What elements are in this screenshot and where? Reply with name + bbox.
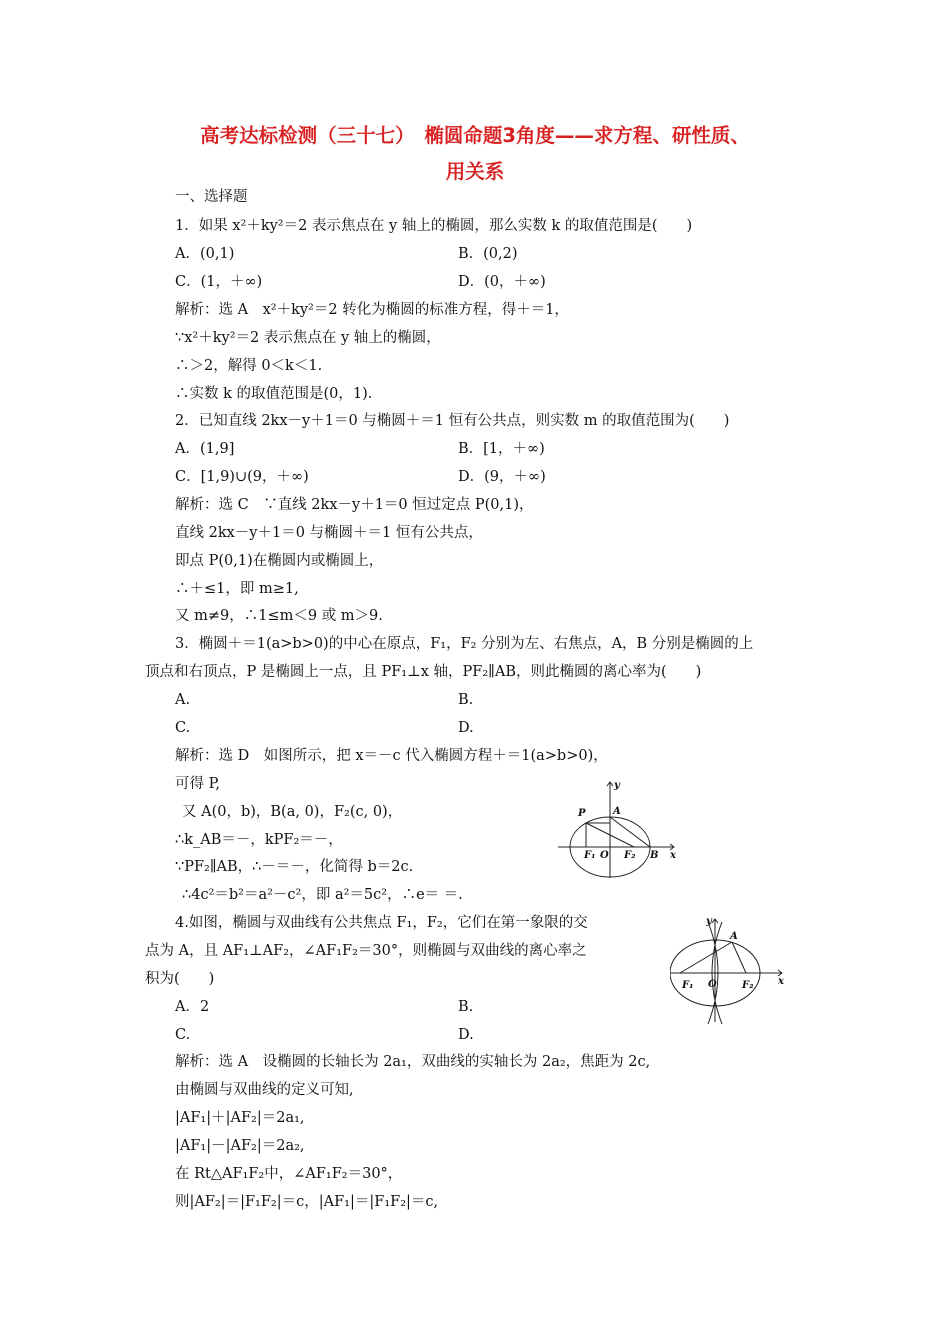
question-2: 2．已知直线 2kx－y＋1＝0 与椭圆＋＝1 恒有公共点，则实数 m 的取值范围为( ) <box>175 413 730 429</box>
q3-option-c: C. <box>175 720 191 736</box>
fig2-label-f1: F₁ <box>682 980 694 991</box>
q4-option-a: A．2 <box>175 999 210 1015</box>
fig2-label-f2: F₂ <box>742 980 754 991</box>
fig1-label-p: P <box>578 808 586 819</box>
q2-solution-line: 解析：选 C ∵直线 2kx－y＋1＝0 恒过定点 P(0,1)， <box>175 497 534 513</box>
q4-solution-line: |AF₁|＋|AF₂|＝2a₁, <box>175 1110 305 1126</box>
q1-solution-line: 解析：选 A x²＋ky²＝2 转化为椭圆的标准方程，得＋＝1， <box>175 302 569 318</box>
fig2-label-a: A <box>730 931 738 942</box>
ellipse-hyperbola-figure <box>670 914 790 1026</box>
question-4-line-2: 点为 A，且 AF₁⊥AF₂，∠AF₁F₂＝30°，则椭圆与双曲线的离心率之 <box>145 943 587 959</box>
q2-option-a: A．(1,9] <box>175 441 235 457</box>
q2-solution-line: 直线 2kx－y＋1＝0 与椭圆＋＝1 恒有公共点， <box>175 525 483 541</box>
q1-option-d: D．(0，＋∞) <box>458 274 546 290</box>
q2-option-b: B．[1，＋∞) <box>458 441 545 457</box>
section-heading: 一、选择题 <box>175 189 248 205</box>
q1-solution-line: ∴实数 k 的取值范围是(0，1). <box>175 386 373 402</box>
segment-ab <box>610 817 650 847</box>
fig2-label-o: O <box>708 979 717 990</box>
q2-option-d: D．(9，＋∞) <box>458 469 546 485</box>
fig1-label-b: B <box>650 850 659 861</box>
fig1-label-f2: F₂ <box>624 850 636 861</box>
q3-solution-line: ∴k_AB＝－，kPF₂＝－， <box>175 832 343 848</box>
q2-option-c: C．[1,9)∪(9，＋∞) <box>175 469 309 485</box>
q4-option-c: C. <box>175 1027 191 1043</box>
q3-solution-line: ∵PF₂∥AB，∴－＝－，化简得 b＝2c. <box>175 859 414 875</box>
q3-option-d: D. <box>458 720 474 736</box>
fig1-label-f1: F₁ <box>584 850 596 861</box>
q4-solution-line: 由椭圆与双曲线的定义可知, <box>175 1082 354 1098</box>
q3-solution-line: 又 A(0，b)，B(a, 0)，F₂(c, 0)， <box>182 804 403 820</box>
q2-solution-line: 即点 P(0,1)在椭圆内或椭圆上， <box>175 553 384 569</box>
q3-option-b: B. <box>458 692 474 708</box>
page-title-line-1: 高考达标检测（三十七） 椭圆命题3角度——求方程、研性质、 <box>200 124 750 147</box>
fig1-label-x: x <box>670 850 676 861</box>
fig2-label-x: x <box>778 976 784 987</box>
question-1: 1．如果 x²＋ky²＝2 表示焦点在 y 轴上的椭圆，那么实数 k 的取值范围是( ) <box>175 218 693 234</box>
fig1-label-a: A <box>613 806 621 817</box>
q1-option-b: B．(0,2) <box>458 246 518 262</box>
q4-solution-line: |AF₁|－|AF₂|＝2a₂, <box>175 1138 305 1154</box>
q3-solution-line: ∴4c²＝b²＝a²－c²，即 a²＝5c²，∴e＝ ＝. <box>182 887 463 903</box>
fig1-label-o: O <box>600 850 609 861</box>
ellipse-figure-1 <box>558 778 688 882</box>
q3-solution-line: 可得 P, <box>175 776 221 792</box>
question-4-line-3: 积为( ) <box>145 971 215 987</box>
q2-solution-line: 又 m≠9，∴1≤m＜9 或 m＞9. <box>175 608 383 624</box>
q3-solution-line: 解析：选 D 如图所示，把 x＝－c 代入椭圆方程＋＝1(a>b>0)， <box>175 748 608 764</box>
page-title-line-2: 用关系 <box>445 160 505 183</box>
q3-option-a: A. <box>175 692 191 708</box>
q1-solution-line: ∴＞2，解得 0＜k＜1. <box>175 358 323 374</box>
question-3-line-1: 3．椭圆＋＝1(a>b>0)的中心在原点，F₁，F₂ 分别为左、右焦点，A，B 分别是椭圆的上 <box>175 636 754 652</box>
fig1-label-y: y <box>614 780 620 791</box>
fig2-label-y: y <box>706 916 712 927</box>
q4-solution-line: 则|AF₂|＝|F₁F₂|＝c，|AF₁|＝|F₁F₂|＝c, <box>175 1194 439 1210</box>
q4-solution-line: 解析：选 A 设椭圆的长轴长为 2a₁，双曲线的实轴长为 2a₂，焦距为 2c, <box>175 1054 651 1070</box>
q4-option-d: D. <box>458 1027 474 1043</box>
q1-option-c: C．(1，＋∞) <box>175 274 263 290</box>
question-4-line-1: 4.如图，椭圆与双曲线有公共焦点 F₁，F₂，它们在第一象限的交 <box>175 915 588 931</box>
q1-solution-line: ∵x²＋ky²＝2 表示焦点在 y 轴上的椭圆， <box>175 330 441 346</box>
q2-solution-line: ∴＋≤1，即 m≥1, <box>175 581 299 597</box>
q4-solution-line: 在 Rt△AF₁F₂中，∠AF₁F₂＝30°， <box>175 1166 403 1182</box>
q4-option-b: B. <box>458 999 474 1015</box>
q1-option-a: A．(0,1) <box>175 246 235 262</box>
question-3-line-2: 顶点和右顶点，P 是椭圆上一点，且 PF₁⊥x 轴，PF₂∥AB，则此椭圆的离心率为( ) <box>145 664 702 680</box>
segment-af2 <box>732 942 746 973</box>
